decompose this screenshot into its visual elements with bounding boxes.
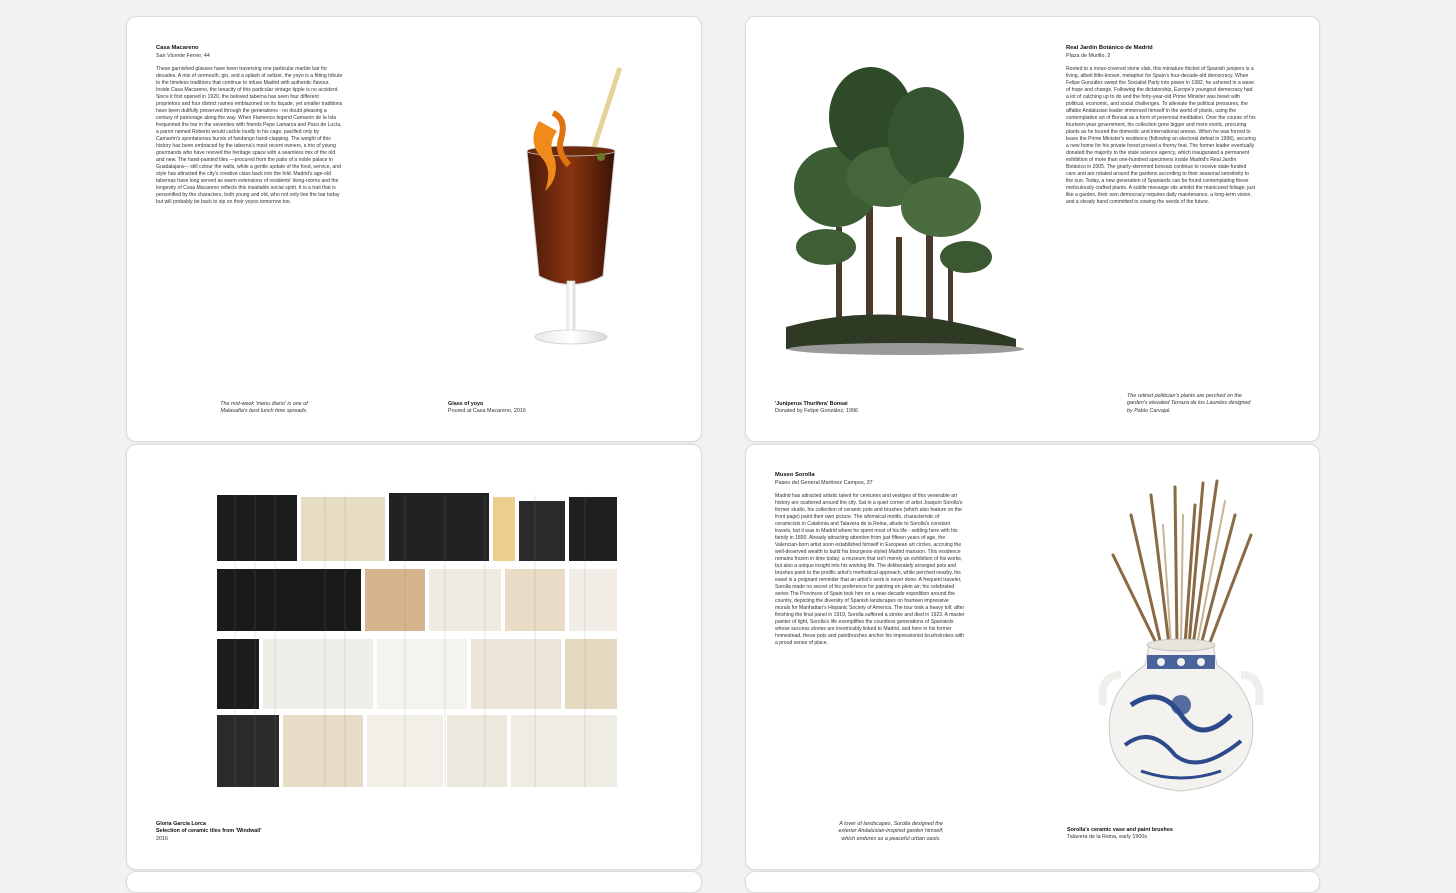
- spread-next-right: [745, 871, 1320, 893]
- image-caption-title: Sorolla's ceramic vase and paint brushes: [1067, 827, 1173, 833]
- article-body: Rooted to a moss-covered stone slab, this miniature thicket of Spanish junipers is a living, albeit little-known, metaphor for Spain's four-decade-old democracy. When Felipe González swept the Socialist Party into power in 1982, he ushered in a wave of hope and change. Following the dictatorship, Europe's youngest democracy had a lot of catching up to do and the forty-year-old Prime Minister was beset with political, economic, and social challenges. To alleviate the political pressures, the affable Andalusian leader immersed himself in the world of plants, using the contemplative art of Bonsai as a form of perennial meditation. Over the course of his fourteen-year government, his collection grew bigger and more exotic, procuring plants as he toured the domestic and international arenas. When he was forced to leave the Prime Minister's residence (following an electoral defeat in 1996), securing a new home for his private forest proved a thorny feat. The former leader eventually donated the majority to the state science agency, which inaugurated a permanent exhibition of more than one-hundred specimens inside Madrid's Real Jardín Botánico in 2005. The gnarly-stemmed bonsais continue to receive state-funded care and are rotated around the gardens according to their seasonal sensitivity to the sun. Today, a new generation of Spaniards can be found contemplating these meticulously crafted plants. A subtle message sits amidst the manicured foliage; just like a garden, their own democracy requires daily maintenance, a long-term vision, and a steady hand committed to sowing the seeds of the future.: [1066, 65, 1256, 205]
- spread-museo-sorolla: [745, 444, 1320, 870]
- spread-casa-macareno: [126, 16, 702, 442]
- article-body: Madrid has attracted artistic talent for centuries and vestiges of this venerable art history are scattered around the city. Sat in a quiet corner of artist Joaquín Sorolla's former studio, his collection of ceramic pots and brushes (which also feature on the front page) paint their own picture. The whimsical motifs, characteristic of ceramicists in Catalonia and Talavera de la Reina, allude to Sorolla's constant travels, but it was in Madrid where he spent most of his life - settling here with his family in 1890. Already attracting attention from just fifteen years of age, the Valencian-born artist soon established himself in European art circles, accruing the well-deserved wealth to build his bourgeois-styled Madrid mansion. This residence remains frozen in time today; a museum that isn't merely an exhibition of his works, but also a unique insight into his working life. The deliberately arranged pots and brushes point to the prolific artist's methodical approach, while perched nearby, his easel is a poignant reminder that an artist's work is never done. A frequent traveler, Sorolla made no secret of his preference for painting en plein air; his celebrated series The Provinces of Spain took him on a near-decade expedition around the country, depicting the diversity of Spanish landscapes on fourteen impressive murals for Manhattan's Hispanic Society of America. The tour took a heavy toll; after finishing the final panel in 1919, Sorolla suffered a stroke and died in 1923. A master painter of light, Sorolla's life exemplifies the countless generations of Spaniards whose success stories are inextricably linked to Madrid, and here in his former homestead, these pots and paintbrushes anchor his impressionist brushstrokes with a proud sense of place.: [775, 492, 965, 646]
- spread-ceramic-tiles: [126, 444, 702, 870]
- image-caption: [448, 401, 608, 416]
- image-caption-sub: Talavera de la Reina, early 1900s: [1067, 834, 1148, 841]
- image-caption-title: Glass of yoyo: [448, 401, 484, 407]
- article-text-block: [1066, 45, 1256, 206]
- article-side-caption: The mid-week 'menu diario' is one of Malasaña's best lunch time spreads.: [220, 401, 308, 415]
- vase-brushes-illustration: [1091, 475, 1281, 805]
- article-side-caption: The retired politician's plants are perched on the garden's elevated Terraza de los Laureles designed by Pablo Carvajal.: [1127, 393, 1251, 414]
- yoyo-glass-illustration: [497, 61, 637, 351]
- image-caption-sub: Poured at Casa Macareno, 2016: [448, 408, 526, 415]
- article-text-block: [156, 45, 344, 206]
- image-caption-title: Gloria García Lorca: [156, 821, 207, 827]
- spread-jardin-botanico: [745, 16, 1320, 442]
- ceramic-tiles-illustration: [215, 493, 621, 789]
- image-caption: [1067, 827, 1267, 842]
- article-address: Paseo del General Martínez Campos, 37: [775, 479, 873, 486]
- article-body: These garnished glasses have been traversing one particular marble bar for decades. A mix of vermouth, gin, and a splash of seltzer, the yoyo is a fitting tribute to the timeless traditions that continue to infuse Madrid with authentic flavour. Inside Casa Macareno, the tenacity of this particular vintage tipple is no accident. Since it first opened in 1920, the beloved taberna has seen four different proprietors and four district names emblazoned on its façade, yet smaller traditions have been dutifully preserved through the generations - no doubt pleasing a century of patronage along the way. When Flamenco legend Camarón de la Isla frequented the bar in the seventies with friends Pepe Lamarca and Paco de Lucía, a parrot named Roberto would cackle loudly in his cage, pacified only by Camarón's spontaneous bursts of fandango hand-clapping. The weight of this history has been embraced by the taberna's most recent owners, a trio of young gourmands who have revived the heritage space with a seamless mix of the old and new. The hand-painted tiles —procured from the patio of a noble palace in Guadalajara— still colour the walls, while a gentle update of the food, service, and style has attracted the city's creative class back into the fold. Madrid's age-old tabernas have long served as warm extensions of residents' living-rooms and the longevity of Casa Macareno reflects this insatiable social spirit. It is a trait that is personified by the characters, both young and old, who not only line the bar today but will probably be back to sip on their yoyos tomorrow too.: [156, 65, 343, 205]
- article-text-block: [775, 472, 965, 647]
- image-caption: [775, 401, 925, 416]
- image-caption-year: 2016: [156, 835, 168, 842]
- article-title: Real Jardín Botánico de Madrid: [1066, 45, 1153, 51]
- image-caption-sub: Selection of ceramic tiles from 'Windwall': [156, 828, 262, 835]
- image-caption-sub: Donated by Felipe González, 1996: [775, 408, 859, 415]
- image-caption-title: 'Juniperus Thurifera' Bonsai: [775, 401, 848, 407]
- article-address: Plaza de Murillo, 2: [1066, 52, 1111, 59]
- article-title: Museo Sorolla: [775, 472, 815, 478]
- article-title: Casa Macareno: [156, 45, 199, 51]
- bonsai-illustration: [766, 57, 1036, 357]
- image-caption: [156, 821, 356, 843]
- article-side-caption: A lover of landscapes, Sorolla designed the exterior Andalusian-inspired garden himself, which endures as a peaceful urban oasis.: [838, 821, 944, 842]
- spread-next-left: [126, 871, 702, 893]
- article-address: San Vicente Ferrer, 44: [156, 52, 210, 59]
